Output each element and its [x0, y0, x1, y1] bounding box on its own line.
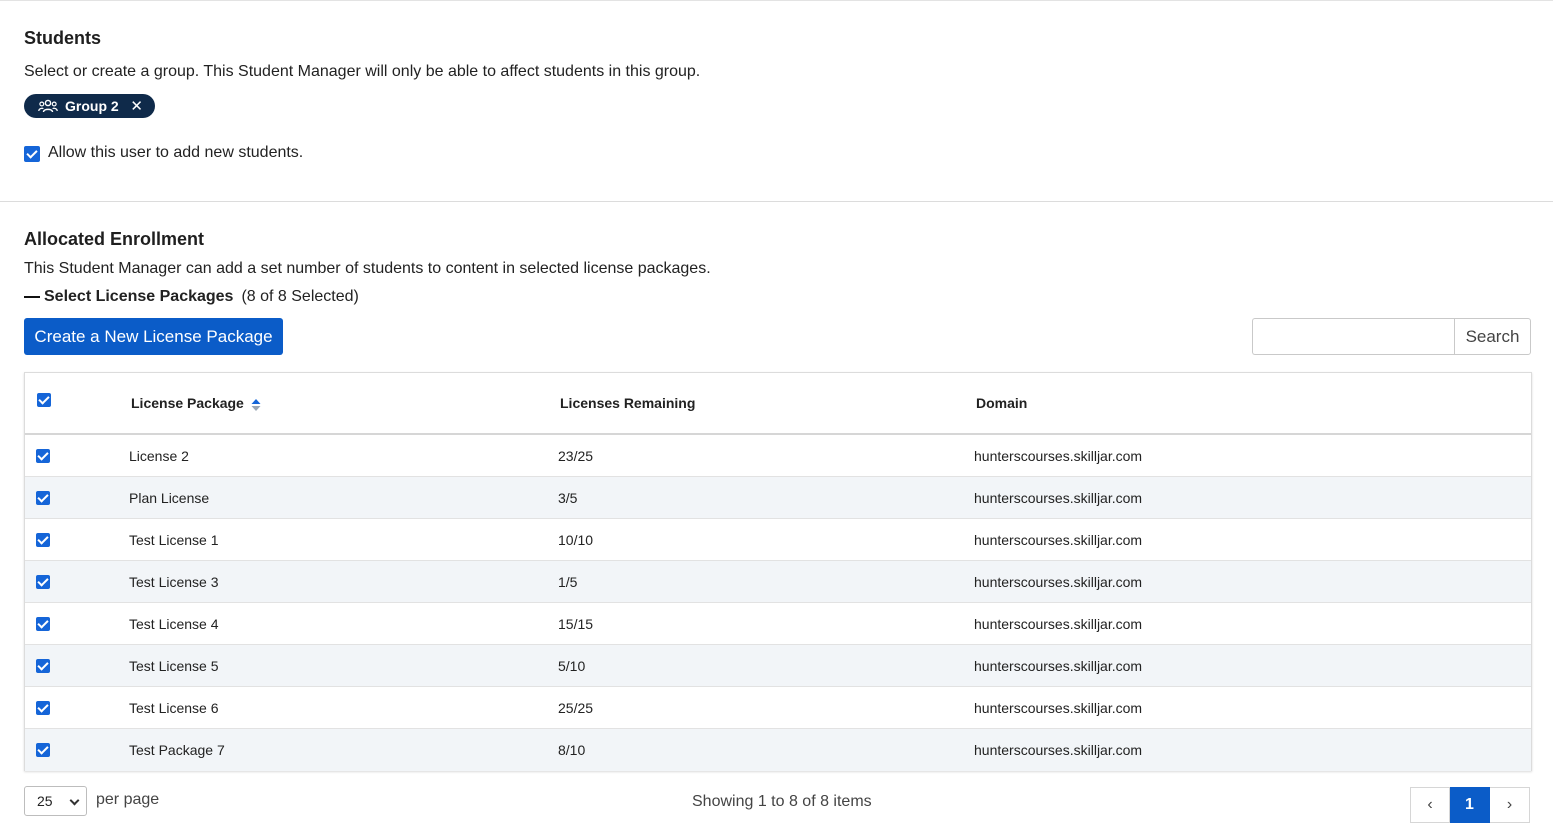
- table-row[interactable]: [25, 687, 1531, 729]
- students-description: Select or create a group. This Student Manager will only be able to affect students in this group.: [24, 63, 701, 80]
- table-row[interactable]: [25, 477, 1531, 519]
- licenses-remaining: 3/5: [558, 490, 578, 506]
- row-checkbox[interactable]: [36, 575, 50, 589]
- select-license-packages-toggle[interactable]: [24, 288, 359, 306]
- license-package-name: Test License 3: [129, 574, 219, 590]
- license-package-name: Test License 1: [129, 532, 219, 548]
- search-button[interactable]: Search: [1454, 318, 1531, 355]
- per-page-label: per page: [96, 791, 160, 808]
- remove-group-icon[interactable]: ✕: [130, 98, 143, 115]
- table-row[interactable]: [25, 603, 1531, 645]
- row-checkbox[interactable]: [36, 659, 50, 673]
- table-row[interactable]: [25, 435, 1531, 477]
- top-divider: [0, 0, 1553, 1]
- prev-page-button[interactable]: ‹: [1410, 787, 1450, 823]
- column-header-domain: Domain: [976, 395, 1028, 411]
- pagination: [1410, 787, 1530, 823]
- license-package-name: License 2: [129, 448, 189, 464]
- select-license-packages-label: Select License Packages: [44, 288, 234, 305]
- domain: hunterscourses.skilljar.com: [974, 616, 1143, 632]
- row-checkbox[interactable]: [36, 617, 50, 631]
- licenses-remaining: 8/10: [558, 742, 586, 758]
- table-row[interactable]: [25, 519, 1531, 561]
- sort-ascending-icon[interactable]: [251, 398, 261, 412]
- create-license-package-button[interactable]: Create a New License Package: [24, 318, 283, 355]
- domain: hunterscourses.skilljar.com: [974, 700, 1143, 716]
- select-all-checkbox[interactable]: [37, 393, 51, 407]
- table-header: [25, 373, 1531, 435]
- license-package-name: Test Package 7: [129, 742, 225, 758]
- row-checkbox[interactable]: [36, 701, 50, 715]
- license-package-name: Test License 4: [129, 616, 219, 632]
- section-divider: [0, 201, 1553, 202]
- group-chip-label: Group 2: [65, 98, 119, 114]
- table-row[interactable]: [25, 561, 1531, 603]
- pagination-summary: Showing 1 to 8 of 8 items: [692, 793, 872, 810]
- row-checkbox[interactable]: [36, 449, 50, 463]
- license-packages-table: [24, 372, 1532, 771]
- allocated-enrollment-description: This Student Manager can add a set number of students to content in selected license packages.: [24, 260, 711, 277]
- licenses-remaining: 15/15: [558, 616, 594, 632]
- search-input[interactable]: [1252, 318, 1455, 355]
- per-page-value: 25: [37, 793, 53, 809]
- allow-add-students-checkbox[interactable]: [24, 146, 40, 162]
- licenses-remaining: 1/5: [558, 574, 578, 590]
- column-header-license-package[interactable]: License Package: [131, 395, 244, 411]
- domain: hunterscourses.skilljar.com: [974, 532, 1143, 548]
- row-checkbox[interactable]: [36, 743, 50, 757]
- per-page-select[interactable]: [24, 786, 87, 816]
- domain: hunterscourses.skilljar.com: [974, 574, 1143, 590]
- licenses-remaining: 10/10: [558, 532, 594, 548]
- licenses-remaining: 23/25: [558, 448, 594, 464]
- license-package-name: Plan License: [129, 490, 210, 506]
- column-header-licenses-remaining: Licenses Remaining: [560, 395, 696, 411]
- domain: hunterscourses.skilljar.com: [974, 490, 1143, 506]
- selected-count: (8 of 8 Selected): [241, 288, 359, 305]
- row-checkbox[interactable]: [36, 533, 50, 547]
- collapse-icon: [24, 296, 40, 298]
- licenses-remaining: 25/25: [558, 700, 594, 716]
- licenses-remaining: 5/10: [558, 658, 586, 674]
- next-page-button[interactable]: ›: [1490, 787, 1530, 823]
- domain: hunterscourses.skilljar.com: [974, 658, 1143, 674]
- group-chip[interactable]: [24, 94, 155, 118]
- row-checkbox[interactable]: [36, 491, 50, 505]
- chevron-down-icon: [70, 796, 80, 806]
- domain: hunterscourses.skilljar.com: [974, 742, 1143, 758]
- license-package-name: Test License 5: [129, 658, 219, 674]
- allocated-enrollment-title: Allocated Enrollment: [24, 229, 205, 249]
- table-row[interactable]: [25, 729, 1531, 771]
- domain: hunterscourses.skilljar.com: [974, 448, 1143, 464]
- users-icon: [38, 99, 58, 113]
- page-1-button[interactable]: 1: [1450, 787, 1490, 823]
- table-row[interactable]: [25, 645, 1531, 687]
- license-package-name: Test License 6: [129, 700, 219, 716]
- students-title: Students: [24, 28, 102, 48]
- allow-add-students-label: Allow this user to add new students.: [48, 144, 304, 161]
